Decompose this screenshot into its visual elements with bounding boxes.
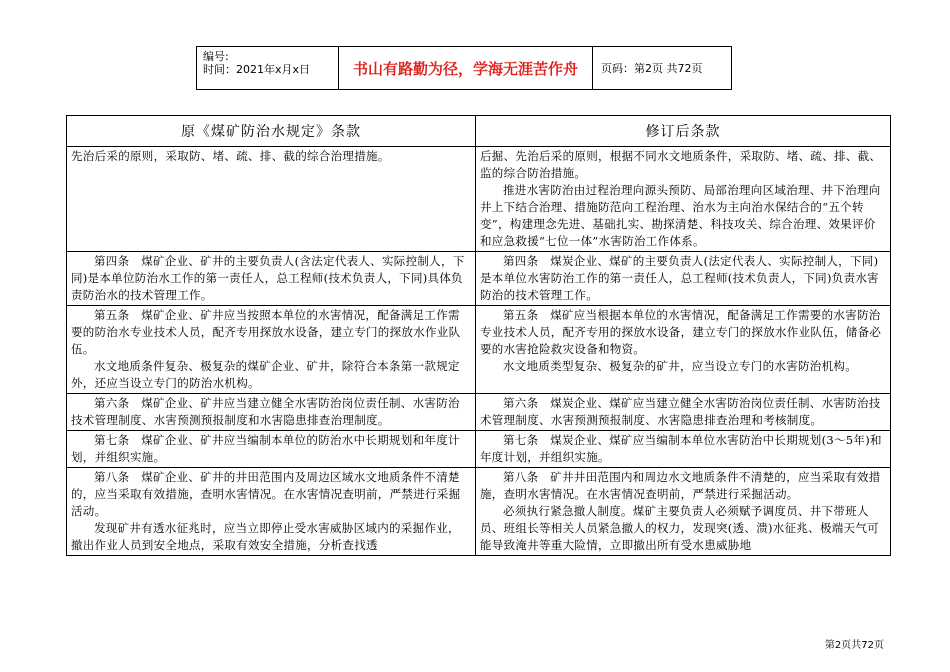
clause-paragraph: 第四条 煤矿企业、矿井的主要负责人(含法定代表人、实际控制人，下同)是本单位防治水工作的第一责任人，总工程师(技术负责人，下同)具体负责防治水的技术管理工作。 (71, 254, 465, 302)
number-label: 编号: (203, 50, 229, 63)
original-clause-cell (67, 394, 476, 431)
header-meta (197, 47, 339, 89)
table-row (67, 468, 891, 556)
revised-clause-cell (476, 147, 891, 252)
clause-paragraph: 第七条 煤炭企业、煤矿应当编制本单位水害防治中长期规划(3～5年)和年度计划，并组织实施。 (480, 433, 882, 464)
comparison-table (66, 115, 891, 556)
table-row (67, 306, 891, 394)
revised-clause-cell (476, 306, 891, 394)
revised-clause-cell (476, 468, 891, 556)
clause-paragraph: 水文地质条件复杂、极复杂的煤矿企业、矿井，除符合本条第一款规定外，还应当设立专门的防治水机构。 (71, 359, 460, 390)
table-row (67, 252, 891, 306)
document-header (196, 46, 732, 90)
clause-paragraph: 必须执行紧急撤人制度。煤矿主要负责人必须赋予调度员、井下带班人员、班组长等相关人员紧急撤人的权力，发现突(透、溃)水征兆、极端天气可能导致淹井等重大险情，立即撤出所有受水患威胁地 (480, 504, 879, 552)
table-row (67, 394, 891, 431)
clause-paragraph: 第五条 煤矿应当根据本单位的水害情况，配备满足工作需要的水害防治专业技术人员，配齐专用的探放水设备，建立专门的探放水作业队伍，储备必要的水害抢险救灾设备和物资。 (480, 308, 882, 356)
clause-paragraph: 第六条 煤炭企业、煤矿应当建立健全水害防治岗位责任制、水害防治技术管理制度、水害预测预报制度、水害隐患排查治理和考核制度。 (480, 396, 881, 427)
motto-text: 书山有路勤为径，学海无涯苦作舟 (339, 47, 593, 89)
original-clause-cell (67, 147, 476, 252)
clause-paragraph: 水文地质类型复杂、极复杂的矿井，应当设立专门的水害防治机构。 (503, 359, 857, 373)
original-clause-cell (67, 252, 476, 306)
table-header-row (67, 116, 891, 147)
page-indicator: 页码：第2页 共72页 (601, 62, 703, 75)
table-row (67, 431, 891, 468)
clause-paragraph: 发现矿井有透水征兆时，应当立即停止受水害威胁区域内的采掘作业，撤出作业人员到安全地点，采取有效安全措施，分析查找透 (71, 521, 460, 552)
original-clause-cell (67, 431, 476, 468)
clause-paragraph: 先治后采的原则，采取防、堵、疏、排、截的综合治理措施。 (71, 149, 390, 163)
clause-paragraph: 第七条 煤矿企业、矿井应当编制本单位的防治水中长期规划和年度计划，并组织实施。 (71, 433, 460, 464)
original-clause-cell (67, 468, 476, 556)
original-clause-cell (67, 306, 476, 394)
clause-paragraph: 第八条 煤矿企业、矿井的井田范围内及周边区域水文地质条件不清楚的，应当采取有效措施，查明水害情况。在水害情况查明前，严禁进行采掘活动。 (71, 470, 461, 518)
column-header-revised: 修订后条款 (476, 116, 891, 147)
table-row (67, 147, 891, 252)
page-footer: 第2页共72页 (824, 640, 884, 651)
revised-clause-cell (476, 252, 891, 306)
clause-paragraph: 第六条 煤矿企业、矿井应当建立健全水害防治岗位责任制、水害防治技术管理制度、水害预测预报制度和水害隐患排查治理制度。 (71, 396, 460, 427)
clause-paragraph: 第五条 煤矿企业、矿井应当按照本单位的水害情况，配备满足工作需要的防治水专业技术人员，配齐专用探放水设备，建立专门的探放水作业队伍。 (71, 308, 461, 356)
revised-clause-cell (476, 394, 891, 431)
time-label: 时间：2021年x月x日 (203, 63, 311, 76)
column-header-original: 原《煤矿防治水规定》条款 (67, 116, 476, 147)
clause-paragraph: 推进水害防治由过程治理向源头预防、局部治理向区域治理、井下治理向井上下结合治理、措施防范向工程治理、治水为主向治水保结合的“五个转变”，构建理念先进、基础扎实、勘探清楚、科技攻关、综合治理、效果评价和应急救援“七位一体”水害防治工作体系。 (480, 183, 881, 248)
clause-paragraph: 第四条 煤炭企业、煤矿的主要负责人(法定代表人、实际控制人，下同)是本单位水害防治工作的第一责任人，总工程师(技术负责人，下同)负责水害防治的技术管理工作。 (480, 254, 879, 302)
clause-paragraph: 后掘、先治后采的原则，根据不同水文地质条件，采取防、堵、疏、排、截、监的综合防治措施。 (480, 149, 882, 180)
clause-paragraph: 第八条 矿井井田范围内和周边水文地质条件不清楚的，应当采取有效措施，查明水害情况。在水害情况查明前，严禁进行采掘活动。 (480, 470, 881, 501)
revised-clause-cell (476, 431, 891, 468)
